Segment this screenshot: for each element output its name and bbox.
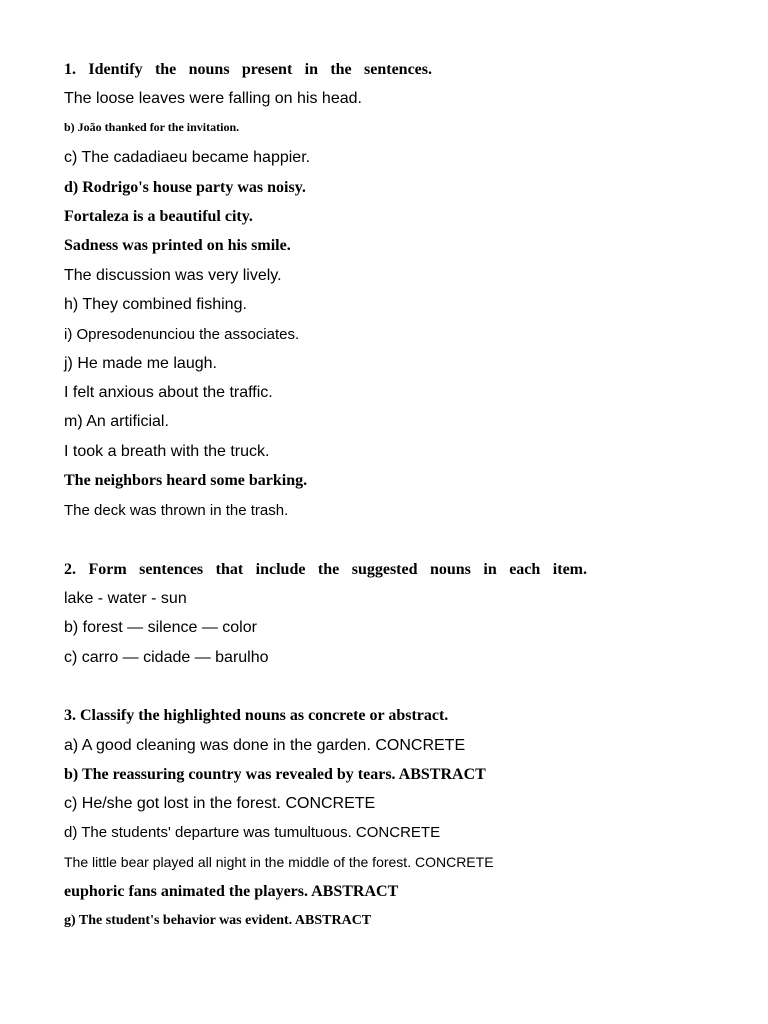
exercise-item: Fortaleza is a beautiful city. — [64, 208, 253, 225]
section-3-heading: 3. Classify the highlighted nouns as concrete or abstract. — [64, 707, 449, 724]
exercise-item: c) He/she got lost in the forest. CONCRETE — [64, 795, 376, 812]
exercise-item: b) forest — silence — color — [64, 619, 257, 636]
exercise-item: I took a breath with the truck. — [64, 443, 270, 460]
exercise-item: c) The cadadiaeu became happier. — [64, 149, 311, 166]
exercise-item: The neighbors heard some barking. — [64, 472, 308, 489]
exercise-item: The loose leaves were falling on his head. — [64, 90, 362, 107]
exercise-item: The little bear played all night in the middle of the forest. CONCRETE — [64, 854, 494, 870]
exercise-item: Sadness was printed on his smile. — [64, 237, 291, 254]
exercise-item: i) Opresodenunciou the associates. — [64, 326, 300, 343]
exercise-item: m) An artificial. — [64, 413, 169, 430]
exercise-item: g) The student's behavior was evident. ABSTRACT — [64, 913, 372, 928]
exercise-item: b) The reassuring country was revealed by tears. ABSTRACT — [64, 766, 486, 783]
exercise-item: j) He made me laugh. — [64, 355, 217, 372]
exercise-item: c) carro — cidade — barulho — [64, 649, 269, 666]
exercise-item: d) Rodrigo's house party was noisy. — [64, 179, 306, 196]
exercise-item: The discussion was very lively. — [64, 267, 282, 284]
exercise-item: b) João thanked for the invitation. — [64, 120, 240, 134]
exercise-item: d) The students' departure was tumultuous. CONCRETE — [64, 824, 441, 841]
section-2-heading: 2. Form sentences that include the suggested nouns in each item. — [64, 561, 587, 578]
section-1-heading: 1. Identify the nouns present in the sentences. — [64, 61, 432, 78]
exercise-item: lake - water - sun — [64, 590, 187, 607]
exercise-item: The deck was thrown in the trash. — [64, 502, 289, 519]
exercise-item: I felt anxious about the traffic. — [64, 384, 273, 401]
exercise-item: euphoric fans animated the players. ABSTRACT — [64, 883, 399, 900]
exercise-item: h) They combined fishing. — [64, 296, 247, 313]
exercise-item: a) A good cleaning was done in the garden. CONCRETE — [64, 737, 466, 754]
